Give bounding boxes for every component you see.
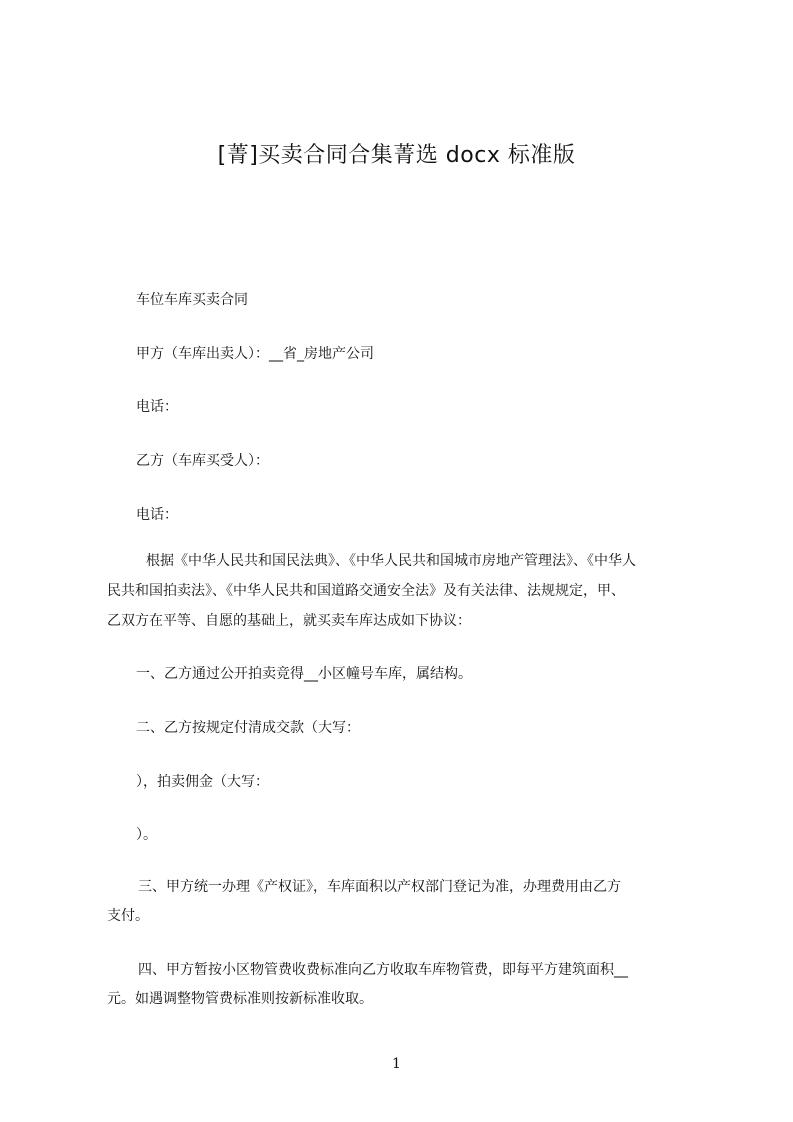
intro-paragraph-line-1: 根据《中华人民共和国民法典》、《中华人民共和国城市房地产管理法》、《中华人 <box>146 553 636 569</box>
clause-4-line-1: 四、甲方暂按小区物管费收费标准向乙方收取车库物管费，即每平方建筑面积__ <box>138 962 628 978</box>
party-b-line: 乙方（车库买受人）： <box>136 453 269 469</box>
clause-4-line-2: 元。如遇调整物管费标准则按新标准收取。 <box>107 991 373 1007</box>
clause-3-line-2: 支付。 <box>107 908 149 924</box>
party-a-line: 甲方（车库出卖人）：__省_房地产公司 <box>136 346 374 362</box>
clause-2-end: ）。 <box>136 827 157 843</box>
intro-paragraph-line-2: 民共和国拍卖法》、《中华人民共和国道路交通安全法》及有关法律、法规规定，甲、 <box>107 583 625 599</box>
intro-paragraph-line-3: 乙双方在平等、自愿的基础上，就买卖车库达成如下协议： <box>107 613 471 629</box>
clause-3-line-1: 三、甲方统一办理《产权证》，车库面积以产权部门登记为准，办理费用由乙方 <box>138 879 621 895</box>
clause-2: 二、乙方按规定付清成交款（大写： <box>136 720 360 736</box>
page-number: 1 <box>392 1056 401 1072</box>
clause-2-continued: ），拍卖佣金（大写： <box>136 774 269 790</box>
party-a-phone: 电话： <box>136 399 178 415</box>
contract-heading: 车位车库买卖合同 <box>136 292 248 308</box>
party-b-phone: 电话： <box>136 507 178 523</box>
clause-1: 一、乙方通过公开拍卖竞得__小区幢号车库，属结构。 <box>136 666 472 682</box>
document-title: [菁]买卖合同合集菁选 docx 标准版 <box>217 143 576 168</box>
